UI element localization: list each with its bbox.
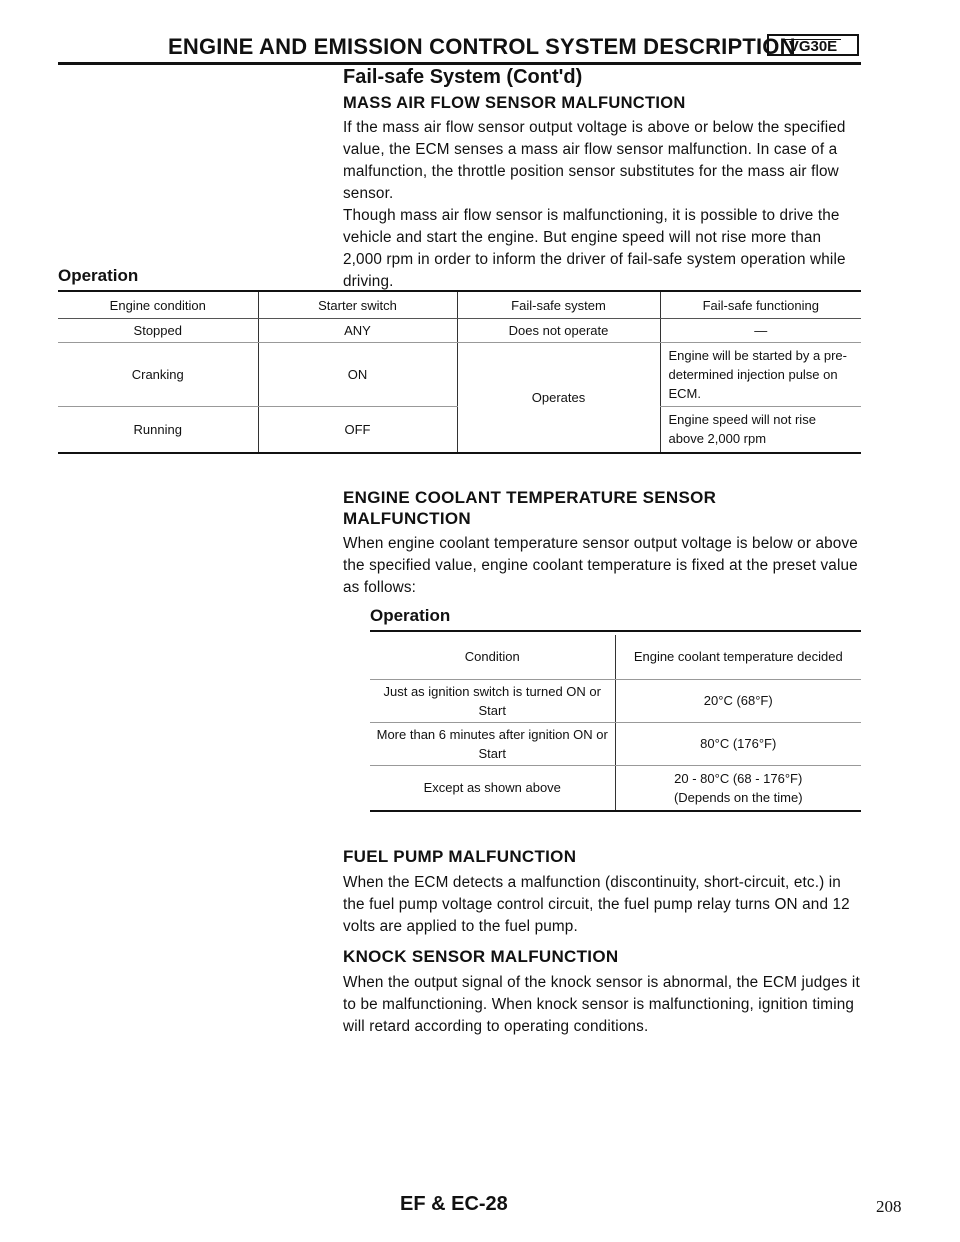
table-header-cell: Engine condition [58, 291, 258, 319]
page-number: 208 [876, 1197, 902, 1216]
table-cell: Just as ignition switch is turned ON or Start [370, 679, 615, 722]
table-cell: Engine speed will not rise above 2,000 rpm [660, 407, 861, 453]
coolant-heading-line: ENGINE COOLANT TEMPERATURE SENSOR [343, 488, 717, 507]
table-header-row [58, 291, 861, 319]
table-row [58, 343, 861, 407]
table-header-row [370, 635, 861, 679]
model-badge-label: VG30E [785, 39, 841, 55]
table-cell: Does not operate [457, 319, 660, 343]
header-rule [58, 62, 861, 65]
coolant-section [343, 487, 861, 599]
coolant-operation-heading: Operation [370, 606, 451, 625]
table-header-cell: Starter switch [258, 291, 457, 319]
footer-section-id: EF & EC-28 [400, 1193, 508, 1215]
table-cell: OFF [258, 407, 457, 453]
temp-range: 20 - 80°C (68 - 176°F) [674, 770, 803, 786]
coolant-heading-line: MALFUNCTION [343, 509, 471, 528]
temp-note: (Depends on the time) [673, 789, 803, 805]
table-cell: Engine will be started by a pre-determined injection pulse on ECM. [660, 343, 861, 407]
knock-heading: KNOCK SENSOR MALFUNCTION [343, 947, 619, 966]
coolant-paragraph: When engine coolant temperature sensor output voltage is below or above the specified value, engine coolant temperature is fixed at the preset value as follows: [343, 535, 858, 596]
fuel-pump-section [343, 847, 861, 938]
table-cell: Running [58, 407, 258, 453]
table-cell: ANY [258, 319, 457, 343]
maf-paragraph-2: Though mass air flow sensor is malfunctioning, it is possible to drive the vehicle and start the engine. But engine speed will not rise more than 2,000 rpm in order to inform the driver of fail-safe system operation while driving. [343, 207, 846, 290]
table-header-cell: Fail-safe functioning [660, 291, 861, 319]
fuel-pump-heading: FUEL PUMP MALFUNCTION [343, 847, 577, 866]
knock-section [343, 947, 861, 1038]
table-cell: — [660, 319, 861, 343]
model-badge [767, 34, 859, 56]
table-cell: 20°C (68°F) [615, 679, 861, 722]
table-cell: 80°C (176°F) [615, 722, 861, 765]
table-cell: Stopped [58, 319, 258, 343]
section-subtitle: Fail-safe System (Cont'd) [343, 66, 583, 88]
table-header-cell: Condition [370, 635, 615, 679]
table-cell: Except as shown above [370, 765, 615, 811]
table-cell: Cranking [58, 343, 258, 407]
table-cell: More than 6 minutes after ignition ON or Start [370, 722, 615, 765]
table-row [370, 679, 861, 722]
table-row [370, 765, 861, 811]
table-top-rule [370, 630, 861, 632]
table-cell: ON [258, 343, 457, 407]
table-cell [615, 765, 861, 811]
failsafe-section [343, 66, 861, 293]
maf-paragraph: If the mass air flow sensor output voltage is above or below the specified value, the ECM senses a mass air flow sensor malfunction. In case of a malfunction, the throttle position sensor substitutes for the mass air flow sensor. [343, 119, 846, 202]
knock-paragraph: When the output signal of the knock sensor is abnormal, the ECM judges it to be malfunctioning. When knock sensor is malfunctioning, ignition timing will retard according to operating conditions. [343, 974, 860, 1035]
failsafe-operation-table [58, 290, 861, 454]
table-row [58, 319, 861, 343]
table-header-cell: Fail-safe system [457, 291, 660, 319]
maf-heading: MASS AIR FLOW SENSOR MALFUNCTION [343, 94, 686, 112]
operation-heading: Operation [58, 266, 139, 285]
table-header-cell: Engine coolant temperature decided [615, 635, 861, 679]
table-row [370, 722, 861, 765]
fuel-pump-paragraph: When the ECM detects a malfunction (discontinuity, short-circuit, etc.) in the fuel pump voltage control circuit, the fuel pump relay turns ON and 12 volts are applied to the fuel pump. [343, 874, 850, 935]
page-title: ENGINE AND EMISSION CONTROL SYSTEM DESCRIPTION [168, 34, 796, 59]
coolant-heading [343, 487, 861, 529]
coolant-operation-table [370, 635, 861, 812]
table-cell: Operates [457, 343, 660, 453]
